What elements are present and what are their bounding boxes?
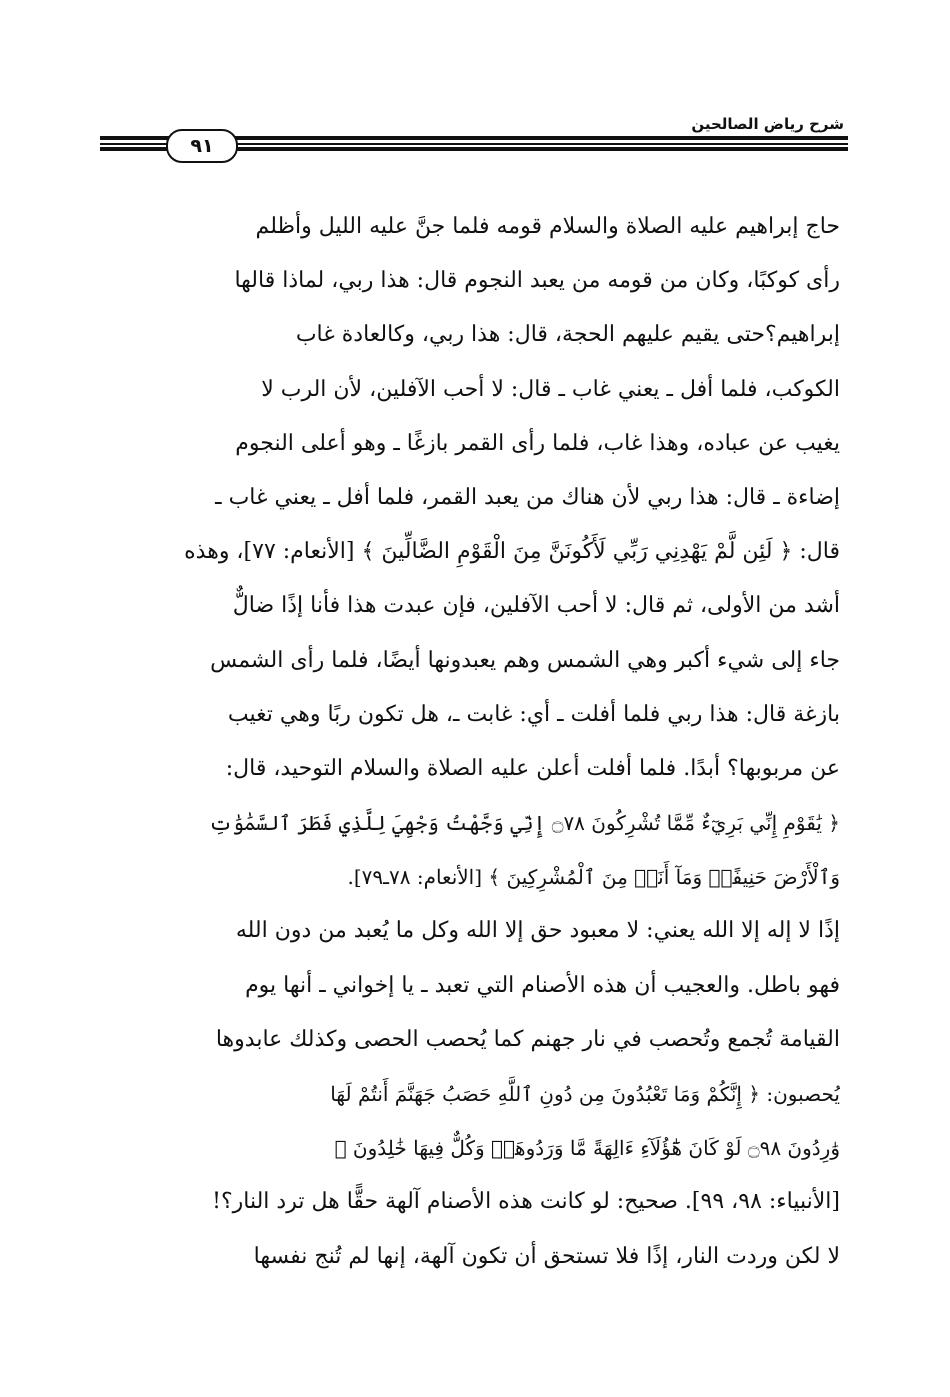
text-line: إبراهيم؟حتى يقيم عليهم الحجة، قال: هذا ربي، وكالعادة غاب [295,322,840,348]
text-line: إذًا لا إله إلا الله يعني: لا معبود حق إلا الله وكل ما يُعبد من دون الله [235,918,840,944]
text-line: الكوكب، فلما أفل ـ يعني غاب ـ قال: لا أحب الآفلين، لأن الرب لا [261,376,840,402]
page-header [100,112,848,162]
text-line: عن مربوبها؟ أبدًا. فلما أفلت أعلن عليه الصلاة والسلام التوحيد، قال: [225,755,840,781]
text-line: فهو باطل. والعجيب أن هذه الأصنام التي تعبد ـ يا إخواني ـ أنها يوم [245,972,840,998]
page-body [110,200,840,1280]
text-line: قال: ﴿ لَئِن لَّمْ يَهْدِنِي رَبِّي لَأَكُونَنَّ مِنَ الْقَوْمِ الضَّالِّينَ ﴾ [الأنعام: ٧٧]، وهذه [184,539,840,565]
quran-verse-line: يُحصبون: ﴿ إِنَّكُمْ وَمَا تَعْبُدُونَ مِن دُونِ ٱللَّهِ حَصَبُ جَهَنَّمَ أَنتُمْ لَهَا [330,1082,840,1106]
quran-verse-line: ﴿ يَٰقَوْمِ إِنِّي بَرِيٓءٌ مِّمَّا تُشْرِكُونَ ۝٧٨ إِنِّي وَجَّهْتُ وَجْهِيَ لِلَّذِي فَطَرَ ٱلسَّمَٰوَٰتِ [208,811,840,836]
text-line: [الأنبياء: ٩٨، ٩٩]. صحيح: لو كانت هذه الأصنام آلهة حقًّا هل ترد النار؟! [212,1189,840,1215]
page-number: ٩١ [166,129,238,163]
text-line: حاج إبراهيم عليه الصلاة والسلام قومه فلما جنَّ عليه الليل وأظلم [255,214,840,239]
text-line: لا لكن وردت النار، إذًا فلا تستحق أن تكون آلهة، إنها لم تُنج نفسها [253,1243,840,1269]
text-line: يغيب عن عباده، وهذا غاب، فلما رأى القمر بازغًا ـ وهو أعلى النجوم [235,430,840,456]
text-line: القيامة تُجمع وتُحصب في نار جهنم كما يُحصب الحصى وكذلك عابدوها [215,1026,840,1052]
quran-verse-line: وَٱلْأَرْضَ حَنِيفًاۖ وَمَآ أَنَا۠ مِنَ ٱلْمُشْرِكِينَ ﴾ [الأنعام: ٧٨ـ٧٩]. [347,865,840,890]
text-line: أشد من الأولى، ثم قال: لا أحب الآفلين، فإن عبدت هذا فأنا إذًا ضالٌّ [232,593,840,619]
text-line: إضاءة ـ قال: هذا ربي لأن هناك من يعبد القمر، فلما أفل ـ يعني غاب ـ [215,484,840,510]
text-line: جاء إلى شيء أكبر وهي الشمس وهم يعبدونها أيضًا، فلما رأى الشمس [210,647,840,673]
text-line: رأى كوكبًا، وكان من قومه من يعبد النجوم قال: هذا ربي، لماذا قالها [234,268,840,294]
quran-verse-line: وَٰرِدُونَ ۝٩٨ لَوْ كَانَ هَٰٓؤُلَآءِ ءَالِهَةً مَّا وَرَدُوهَاۖ وَكُلٌّ فِيهَا خَٰلِدُونَ ﴾ [334,1136,840,1161]
book-title: شرح رياض الصالحين [691,115,844,133]
text-line: بازغة قال: هذا ربي فلما أفلت ـ أي: غابت ـ، هل تكون ربًا وهي تغيب [227,701,840,727]
